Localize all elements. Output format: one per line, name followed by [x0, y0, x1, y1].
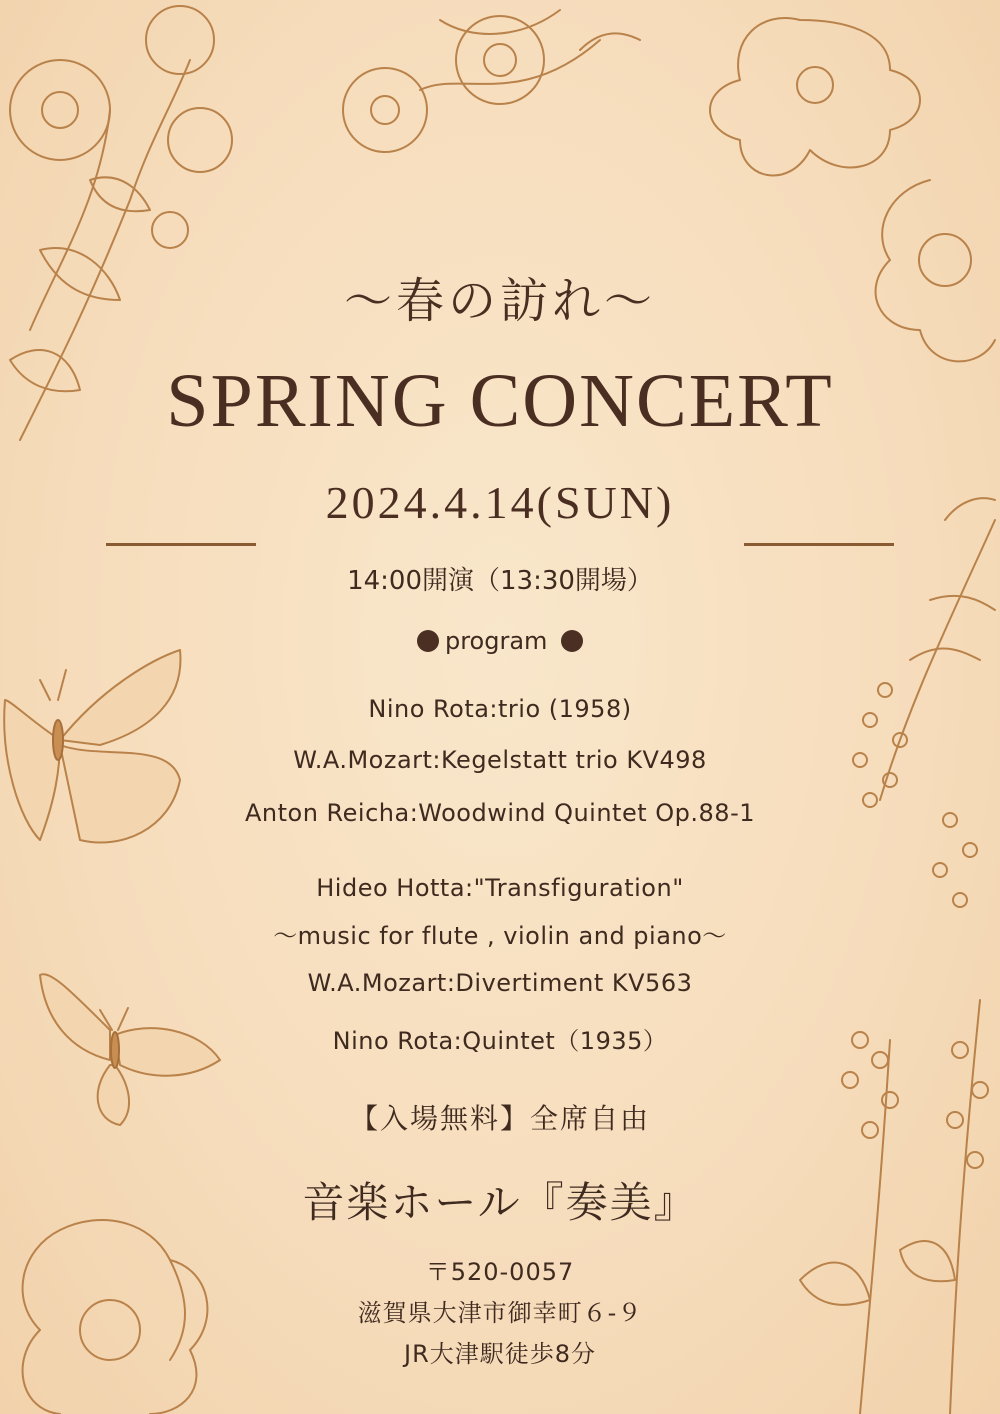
program-item: Nino Rota:trio (1958) — [368, 695, 632, 723]
program-item: W.A.Mozart:Kegelstatt trio KV498 — [293, 746, 707, 774]
postal-code: 〒520-0057 — [425, 1258, 575, 1286]
bullet-icon — [561, 630, 583, 652]
admission-info: 【入場無料】全席自由 — [349, 1102, 650, 1135]
program-heading-label: program — [444, 627, 548, 655]
page-title: SPRING CONCERT — [166, 359, 834, 443]
subtitle-japanese: 〜春の訪れ〜 — [343, 273, 656, 329]
venue-access: JR大津駅徒歩8分 — [403, 1340, 597, 1368]
program-item: Nino Rota:Quintet（1935） — [332, 1027, 668, 1055]
bullet-icon — [417, 630, 439, 652]
program-item: W.A.Mozart:Divertiment KV563 — [307, 969, 693, 997]
venue-address: 滋賀県大津市御幸町６-９ — [357, 1299, 643, 1327]
divider-right — [744, 543, 894, 546]
program-item: 〜music for flute , violin and piano〜 — [273, 922, 727, 950]
event-time: 14:00開演（13:30開場） — [347, 566, 653, 596]
program-heading — [0, 627, 1000, 655]
event-date: 2024.4.14(SUN) — [325, 477, 675, 528]
divider-left — [106, 543, 256, 546]
program-item: Hideo Hotta:"Transfiguration" — [316, 874, 684, 902]
program-item: Anton Reicha:Woodwind Quintet Op.88-1 — [244, 799, 755, 827]
venue-name: 音楽ホール『奏美』 — [302, 1178, 698, 1227]
